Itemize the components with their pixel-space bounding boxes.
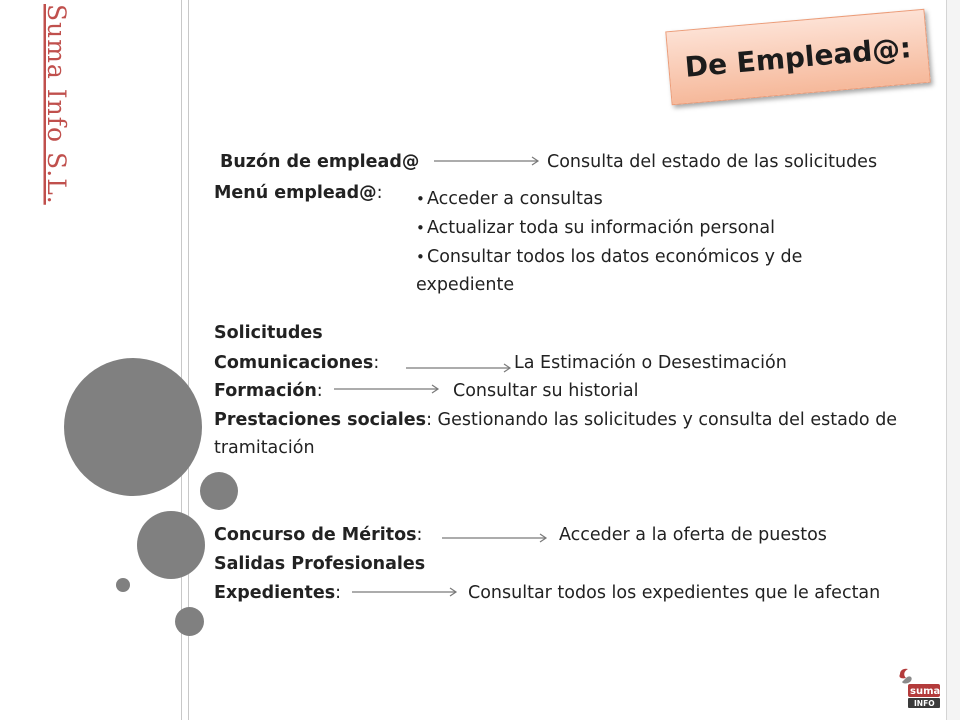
arrow-icon: [352, 584, 462, 600]
formacion-label: Formación: [214, 381, 317, 401]
menu-line: [214, 182, 383, 204]
decorative-circle-small-2: [175, 607, 204, 636]
concurso-value: Acceder a la oferta de puestos: [559, 525, 827, 545]
formacion-line: [214, 380, 323, 402]
decorative-circle-small: [200, 472, 238, 510]
suma-info-logo: [892, 668, 942, 712]
salidas-label: Salidas Profesionales: [214, 554, 426, 574]
comunicaciones-line: [214, 352, 379, 374]
concurso-line: [214, 524, 422, 546]
right-margin-bar: [946, 0, 960, 720]
formacion-value: Consultar su historial: [453, 381, 639, 401]
list-item: • Actualizar toda su información personal: [416, 214, 876, 243]
arrow-icon: [406, 360, 516, 376]
banner-title: De Emplead@:: [683, 30, 913, 84]
list-item: • Acceder a consultas: [416, 185, 876, 214]
arrow-icon: [334, 381, 444, 397]
expedientes-label: Expedientes: [214, 583, 336, 603]
prestaciones-line: [214, 409, 897, 431]
buzon-value: Consulta del estado de las solicitudes: [547, 152, 878, 172]
prestaciones-label: Prestaciones sociales: [214, 410, 427, 430]
concurso-colon: :: [416, 525, 423, 545]
list-item: • Consultar todos los datos económicos y de: [416, 243, 876, 272]
arrow-icon: [434, 152, 544, 168]
expedientes-value: Consultar todos los expedientes que le afectan: [468, 583, 881, 603]
expedientes-line: [214, 582, 341, 604]
menu-list: [416, 185, 876, 272]
logo-text-top: suma: [910, 686, 941, 697]
comunicaciones-label: Comunicaciones: [214, 353, 374, 373]
section-banner: [665, 9, 930, 105]
prestaciones-value: : Gestionando las solicitudes y consulta del estado de: [426, 410, 898, 430]
decorative-circle-medium: [137, 511, 205, 579]
sidebar-title: [36, 0, 76, 215]
menu-colon: :: [376, 183, 383, 203]
solicitudes-label: Solicitudes: [214, 323, 323, 343]
decorative-circle-large: [64, 358, 202, 496]
sidebar-title-text: Suma Info S.L.: [42, 4, 71, 205]
menu-item-continuation: expediente: [416, 275, 515, 295]
formacion-colon: :: [316, 381, 323, 401]
concurso-label: Concurso de Méritos: [214, 525, 417, 545]
expedientes-colon: :: [335, 583, 342, 603]
menu-label: Menú emplead@: [214, 183, 377, 203]
comunicaciones-value: La Estimación o Desestimación: [514, 353, 787, 373]
buzon-label: Buzón de emplead@: [220, 152, 420, 172]
decorative-circle-tiny: [116, 578, 130, 592]
prestaciones-value-continuation: tramitación: [214, 438, 315, 458]
comunicaciones-colon: :: [373, 353, 380, 373]
arrow-icon: [442, 530, 552, 546]
logo-text-bottom: INFO: [914, 699, 935, 708]
